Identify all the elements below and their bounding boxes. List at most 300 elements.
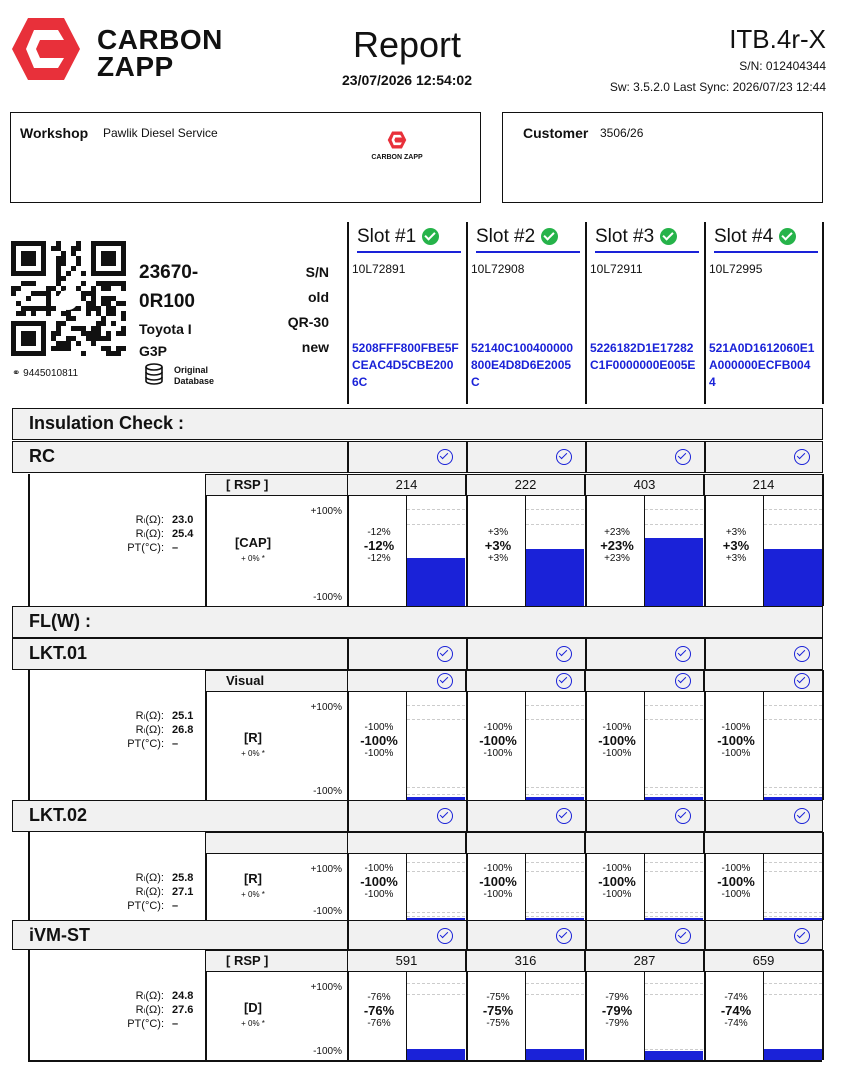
row-header-cell: 403 bbox=[585, 474, 704, 496]
vehicle-info bbox=[139, 318, 192, 362]
gauge-gridline bbox=[645, 862, 703, 863]
reading-value: – bbox=[172, 542, 179, 554]
part-number-line2: 0R100 bbox=[139, 291, 195, 312]
row-type-label: [ RSP ] bbox=[205, 950, 348, 972]
band-divider bbox=[466, 800, 468, 832]
deviation-bar bbox=[526, 549, 584, 606]
gauge-gridline bbox=[645, 509, 703, 510]
deviation-text bbox=[352, 527, 406, 565]
slot-qr-code: 5226182D1E17282C1F0000000E005E bbox=[590, 341, 696, 372]
reading-value: 25.4 bbox=[172, 528, 194, 540]
reading-label: Rₗ(Ω): bbox=[135, 528, 164, 540]
vehicle-make: Toyota I bbox=[139, 321, 192, 337]
deviation-max: -100% bbox=[602, 748, 632, 759]
band-divider bbox=[466, 638, 468, 670]
insulation-header-title: Insulation Check : bbox=[29, 413, 185, 433]
reading-value: – bbox=[172, 738, 179, 750]
pass-check-icon bbox=[437, 928, 453, 944]
deviation-max: +3% bbox=[487, 553, 509, 564]
reading-label: Rₗ(Ω): bbox=[135, 514, 164, 526]
lkt02-header-title: LKT.02 bbox=[29, 805, 88, 825]
deviation-gauge bbox=[406, 692, 465, 800]
gauge-gridline bbox=[526, 983, 584, 984]
row-bottom-border bbox=[28, 1060, 822, 1062]
report-datetime: 23/07/2026 12:54:02 bbox=[342, 72, 472, 88]
reading-value: 26.8 bbox=[172, 724, 194, 736]
deviation-gauge bbox=[406, 496, 465, 606]
deviation-bar bbox=[764, 1049, 822, 1060]
gauge-gridline bbox=[526, 871, 584, 872]
slot-divider bbox=[347, 222, 349, 404]
deviation-text bbox=[352, 863, 406, 901]
ivm-header bbox=[12, 920, 823, 950]
qr-id bbox=[12, 368, 78, 379]
deviation-min: -79% bbox=[605, 992, 629, 1003]
deviation-text bbox=[590, 863, 644, 901]
row-header-cell bbox=[347, 832, 466, 854]
reading-value: 24.8 bbox=[172, 990, 194, 1002]
gauge-gridline bbox=[764, 719, 822, 720]
range-max: +100% bbox=[310, 702, 342, 713]
pass-check-icon bbox=[675, 808, 691, 824]
gauge-gridline bbox=[407, 916, 465, 917]
row-header-cell: 316 bbox=[466, 950, 585, 972]
reading-row bbox=[110, 723, 197, 737]
gauge-gridline bbox=[764, 912, 822, 913]
database-icon bbox=[144, 363, 164, 385]
param-label: [R] bbox=[243, 871, 263, 886]
row-header-cell bbox=[704, 832, 823, 854]
deviation-max: -100% bbox=[721, 748, 751, 759]
deviation-bar bbox=[407, 1049, 465, 1060]
gauge-gridline bbox=[407, 862, 465, 863]
gauge-gridline bbox=[407, 705, 465, 706]
deviation-min: -12% bbox=[367, 527, 391, 538]
customer-value: 3506/26 bbox=[600, 126, 644, 140]
reading-label: Rₗ(Ω): bbox=[135, 1004, 164, 1016]
band-divider bbox=[704, 800, 706, 832]
resistance-readings bbox=[110, 989, 197, 1031]
slot-qr-code: 52140C100400000800E4D8D6E2005C bbox=[471, 341, 574, 389]
deviation-gauge bbox=[525, 854, 584, 920]
row-type-label: [ RSP ] bbox=[205, 474, 348, 496]
slot-serial: 10L72908 bbox=[471, 262, 525, 276]
workshop-box bbox=[10, 112, 481, 203]
pass-check-icon bbox=[556, 449, 572, 465]
reading-label: Rₗ(Ω): bbox=[135, 990, 164, 1002]
qr-code bbox=[11, 241, 126, 356]
reading-value: – bbox=[172, 1018, 179, 1030]
resistance-readings bbox=[110, 513, 197, 555]
customer-label: Customer bbox=[523, 125, 589, 141]
gauge-gridline bbox=[526, 994, 584, 995]
deviation-max: +3% bbox=[725, 553, 747, 564]
gauge-gridline bbox=[526, 912, 584, 913]
reading-value: 25.1 bbox=[172, 710, 194, 722]
row-new-label: new bbox=[301, 339, 329, 355]
row-border bbox=[28, 474, 30, 606]
deviation-value: -100% bbox=[360, 733, 398, 748]
gauge-gridline bbox=[407, 871, 465, 872]
row-type-label: Visual bbox=[205, 670, 348, 692]
deviation-max: -76% bbox=[367, 1018, 391, 1029]
deviation-text bbox=[709, 722, 763, 760]
deviation-value: +3% bbox=[722, 538, 750, 553]
database-label bbox=[174, 365, 214, 387]
deviation-value: -100% bbox=[360, 874, 398, 889]
slot-name: Slot #3 bbox=[595, 226, 655, 247]
gauge-gridline bbox=[764, 862, 822, 863]
pass-check-icon bbox=[437, 449, 453, 465]
visual-pass-icon bbox=[794, 673, 810, 689]
device-serial: S/N: 012404344 bbox=[739, 59, 826, 73]
brand-line2: ZAPP bbox=[97, 51, 174, 82]
row-header-cell bbox=[466, 832, 585, 854]
row-old-label: old bbox=[308, 289, 329, 305]
reading-row bbox=[110, 737, 197, 751]
reading-label: PT(°C): bbox=[127, 1018, 164, 1030]
range-max: +100% bbox=[310, 506, 342, 517]
row-header-cell: 214 bbox=[347, 474, 466, 496]
param-label: [D] bbox=[243, 1000, 263, 1015]
tolerance-label: + 0% * bbox=[241, 1019, 265, 1028]
band-divider bbox=[347, 638, 349, 670]
engine-code: G3P bbox=[139, 343, 168, 359]
gauge-gridline bbox=[764, 983, 822, 984]
software-version: Sw: 3.5.2.0 Last Sync: 2026/07/23 12:44 bbox=[609, 80, 826, 94]
slot-divider bbox=[704, 222, 706, 404]
slot-qr-code: 5208FFF800FBE5FCEAC4D5CBE2006C bbox=[352, 341, 459, 389]
gauge-gridline bbox=[526, 862, 584, 863]
deviation-min: -75% bbox=[486, 992, 510, 1003]
tolerance-label: + 0% * bbox=[241, 554, 265, 563]
deviation-value: -100% bbox=[717, 733, 755, 748]
gauge-gridline bbox=[407, 787, 465, 788]
band-divider bbox=[585, 441, 587, 473]
flw-header bbox=[12, 606, 823, 638]
rc-header bbox=[12, 441, 823, 473]
brand-name bbox=[97, 26, 223, 80]
slot-ok-icon bbox=[422, 228, 439, 245]
deviation-min: -100% bbox=[483, 863, 513, 874]
tolerance-label: + 0% * bbox=[241, 890, 265, 899]
lkt01-header-title: LKT.01 bbox=[29, 643, 88, 663]
resistance-readings bbox=[110, 709, 197, 751]
database-label-1: Original bbox=[174, 365, 209, 375]
deviation-min: -76% bbox=[367, 992, 391, 1003]
gauge-gridline bbox=[526, 509, 584, 510]
pass-check-icon bbox=[675, 449, 691, 465]
database-badge bbox=[144, 363, 164, 390]
gauge-gridline bbox=[526, 916, 584, 917]
deviation-value: -74% bbox=[720, 1003, 752, 1018]
visual-pass-icon bbox=[556, 673, 572, 689]
row-type-label bbox=[205, 832, 348, 854]
slot-qr-code: 521A0D1612060E1A000000ECFB0044 bbox=[709, 341, 815, 389]
row-header-cell: 287 bbox=[585, 950, 704, 972]
pass-check-icon bbox=[556, 646, 572, 662]
range-max: +100% bbox=[310, 982, 342, 993]
gauge-gridline bbox=[764, 994, 822, 995]
deviation-text bbox=[590, 992, 644, 1030]
resistance-readings bbox=[110, 871, 197, 913]
deviation-gauge bbox=[763, 692, 822, 800]
deviation-value: -12% bbox=[363, 538, 395, 553]
pass-check-icon bbox=[437, 646, 453, 662]
slot-serial: 10L72891 bbox=[352, 262, 406, 276]
ivm-header-title: iVM-ST bbox=[29, 925, 90, 945]
gauge-gridline bbox=[645, 983, 703, 984]
qr-id-value: 9445010811 bbox=[23, 368, 79, 379]
slot-name: Slot #4 bbox=[714, 226, 774, 247]
deviation-max: -100% bbox=[721, 889, 751, 900]
gauge-gridline bbox=[645, 787, 703, 788]
device-model: ITB.4r-X bbox=[729, 24, 826, 54]
pass-check-icon bbox=[794, 808, 810, 824]
slot-divider bbox=[466, 222, 468, 404]
gauge-gridline bbox=[407, 524, 465, 525]
gauge-gridline bbox=[645, 1049, 703, 1050]
pass-check-icon bbox=[556, 928, 572, 944]
reading-label: PT(°C): bbox=[127, 542, 164, 554]
deviation-gauge bbox=[525, 496, 584, 606]
carbon-zapp-logo-icon bbox=[10, 16, 82, 82]
deviation-value: -75% bbox=[482, 1003, 514, 1018]
workshop-name: Pawlik Diesel Service bbox=[103, 126, 218, 140]
link-icon: ⚭ bbox=[12, 368, 21, 379]
deviation-min: -74% bbox=[724, 992, 748, 1003]
deviation-max: -100% bbox=[483, 889, 513, 900]
reading-label: PT(°C): bbox=[127, 900, 164, 912]
deviation-value: -100% bbox=[479, 733, 517, 748]
row-labels bbox=[260, 260, 329, 360]
deviation-bar bbox=[526, 1049, 584, 1060]
slot-divider bbox=[822, 222, 824, 404]
deviation-value: -76% bbox=[363, 1003, 395, 1018]
deviation-text bbox=[471, 722, 525, 760]
deviation-max: -74% bbox=[724, 1018, 748, 1029]
deviation-bar bbox=[407, 558, 465, 606]
band-divider bbox=[347, 441, 349, 473]
visual-pass-icon bbox=[437, 673, 453, 689]
gauge-gridline bbox=[764, 705, 822, 706]
range-min: -100% bbox=[313, 592, 342, 603]
reading-row bbox=[110, 899, 197, 913]
reading-row bbox=[110, 709, 197, 723]
reading-row bbox=[110, 541, 197, 555]
deviation-gauge bbox=[644, 972, 703, 1060]
band-divider bbox=[585, 920, 587, 950]
gauge-gridline bbox=[407, 719, 465, 720]
deviation-max: -12% bbox=[367, 553, 391, 564]
workshop-logo-text: CARBON ZAPP bbox=[371, 154, 423, 161]
reading-label: Rₗ(Ω): bbox=[135, 872, 164, 884]
tolerance-label: + 0% * bbox=[241, 749, 265, 758]
gauge-gridline bbox=[764, 524, 822, 525]
deviation-max: -100% bbox=[602, 889, 632, 900]
deviation-min: -100% bbox=[364, 863, 394, 874]
deviation-gauge bbox=[644, 496, 703, 606]
pass-check-icon bbox=[675, 646, 691, 662]
reading-row bbox=[110, 1017, 197, 1031]
band-divider bbox=[466, 920, 468, 950]
deviation-value: +23% bbox=[600, 538, 634, 553]
pass-check-icon bbox=[794, 928, 810, 944]
gauge-gridline bbox=[407, 994, 465, 995]
band-divider bbox=[585, 638, 587, 670]
deviation-gauge bbox=[525, 692, 584, 800]
reading-row bbox=[110, 513, 197, 527]
deviation-gauge bbox=[406, 854, 465, 920]
deviation-min: -100% bbox=[483, 722, 513, 733]
row-border bbox=[28, 670, 30, 800]
band-divider bbox=[704, 920, 706, 950]
gauge-gridline bbox=[764, 787, 822, 788]
gauge-gridline bbox=[645, 794, 703, 795]
slot-header-2 bbox=[476, 226, 580, 253]
deviation-max: -79% bbox=[605, 1018, 629, 1029]
deviation-value: -100% bbox=[598, 733, 636, 748]
row-border bbox=[28, 950, 30, 1060]
reading-label: Rₗ(Ω): bbox=[135, 886, 164, 898]
band-divider bbox=[347, 920, 349, 950]
reading-row bbox=[110, 527, 197, 541]
reading-value: – bbox=[172, 900, 179, 912]
deviation-min: +3% bbox=[725, 527, 747, 538]
pass-check-icon bbox=[794, 646, 810, 662]
gauge-gridline bbox=[645, 719, 703, 720]
flw-header-title: FL(W) : bbox=[29, 611, 91, 631]
lkt02-header bbox=[12, 800, 823, 832]
part-number-line1: 23670- bbox=[139, 262, 199, 283]
gauge-gridline bbox=[526, 705, 584, 706]
range-min: -100% bbox=[313, 906, 342, 917]
database-label-2: Database bbox=[174, 376, 215, 386]
band-divider bbox=[347, 800, 349, 832]
deviation-text bbox=[590, 722, 644, 760]
reading-label: Rₗ(Ω): bbox=[135, 724, 164, 736]
deviation-bar bbox=[645, 538, 703, 606]
param-label: [R] bbox=[243, 730, 263, 745]
deviation-gauge bbox=[763, 854, 822, 920]
pass-check-icon bbox=[556, 808, 572, 824]
row-header-cell: 214 bbox=[704, 474, 823, 496]
band-divider bbox=[704, 441, 706, 473]
param-label: [CAP] bbox=[234, 535, 272, 550]
deviation-value: -100% bbox=[598, 874, 636, 889]
gauge-gridline bbox=[645, 916, 703, 917]
deviation-text bbox=[590, 527, 644, 565]
gauge-gridline bbox=[407, 912, 465, 913]
deviation-value: +3% bbox=[484, 538, 512, 553]
gauge-gridline bbox=[526, 787, 584, 788]
deviation-text bbox=[352, 722, 406, 760]
deviation-bar bbox=[764, 549, 822, 606]
deviation-text bbox=[471, 527, 525, 565]
gauge-gridline bbox=[764, 871, 822, 872]
deviation-max: +23% bbox=[604, 553, 630, 564]
reading-value: 27.1 bbox=[172, 886, 194, 898]
slot-ok-icon bbox=[779, 228, 796, 245]
visual-pass-icon bbox=[675, 673, 691, 689]
row-sn-label: S/N bbox=[305, 264, 329, 280]
range-min: -100% bbox=[313, 1046, 342, 1057]
slot-divider bbox=[585, 222, 587, 404]
gauge-gridline bbox=[764, 509, 822, 510]
gauge-gridline bbox=[407, 983, 465, 984]
gauge-gridline bbox=[764, 794, 822, 795]
slot-header-1 bbox=[357, 226, 461, 253]
deviation-min: -100% bbox=[602, 722, 632, 733]
deviation-text bbox=[352, 992, 406, 1030]
row-header-cell bbox=[585, 832, 704, 854]
reading-row bbox=[110, 871, 197, 885]
deviation-min: -100% bbox=[602, 863, 632, 874]
row-border bbox=[28, 832, 30, 920]
lkt01-header bbox=[12, 638, 823, 670]
slot-ok-icon bbox=[541, 228, 558, 245]
deviation-min: +23% bbox=[604, 527, 630, 538]
deviation-gauge bbox=[763, 972, 822, 1060]
deviation-gauge bbox=[525, 972, 584, 1060]
deviation-bar bbox=[645, 1051, 703, 1060]
deviation-gauge bbox=[644, 692, 703, 800]
slot-serial: 10L72911 bbox=[590, 262, 643, 276]
deviation-text bbox=[471, 863, 525, 901]
row-header-cell: 222 bbox=[466, 474, 585, 496]
gauge-gridline bbox=[645, 871, 703, 872]
gauge-gridline bbox=[526, 524, 584, 525]
deviation-gauge bbox=[644, 854, 703, 920]
band-divider bbox=[704, 638, 706, 670]
brand-line1: CARBON bbox=[97, 24, 223, 55]
gauge-gridline bbox=[764, 916, 822, 917]
part-number bbox=[139, 258, 198, 316]
workshop-logo bbox=[367, 131, 427, 161]
deviation-gauge bbox=[763, 496, 822, 606]
gauge-gridline bbox=[645, 524, 703, 525]
range-min: -100% bbox=[313, 786, 342, 797]
row-header-cell: 591 bbox=[347, 950, 466, 972]
deviation-gauge bbox=[406, 972, 465, 1060]
gauge-gridline bbox=[645, 705, 703, 706]
deviation-value: -100% bbox=[479, 874, 517, 889]
reading-value: 27.6 bbox=[172, 1004, 194, 1016]
deviation-max: -100% bbox=[483, 748, 513, 759]
reading-value: 25.8 bbox=[172, 872, 194, 884]
report-title: Report bbox=[352, 24, 462, 65]
pass-check-icon bbox=[675, 928, 691, 944]
deviation-max: -75% bbox=[486, 1018, 510, 1029]
carbon-zapp-small-logo-icon bbox=[387, 131, 407, 149]
slot-header-4 bbox=[714, 226, 818, 253]
deviation-min: -100% bbox=[721, 722, 751, 733]
deviation-min: +3% bbox=[487, 527, 509, 538]
band-divider bbox=[585, 800, 587, 832]
reading-label: Rₗ(Ω): bbox=[135, 710, 164, 722]
deviation-text bbox=[709, 527, 763, 565]
gauge-gridline bbox=[407, 794, 465, 795]
reading-row bbox=[110, 885, 197, 899]
gauge-gridline bbox=[526, 794, 584, 795]
deviation-text bbox=[471, 992, 525, 1030]
row-qr-label: QR-30 bbox=[287, 314, 329, 330]
slot-serial: 10L72995 bbox=[709, 262, 763, 276]
gauge-gridline bbox=[407, 509, 465, 510]
band-divider bbox=[466, 441, 468, 473]
deviation-min: -100% bbox=[721, 863, 751, 874]
deviation-text bbox=[709, 863, 763, 901]
